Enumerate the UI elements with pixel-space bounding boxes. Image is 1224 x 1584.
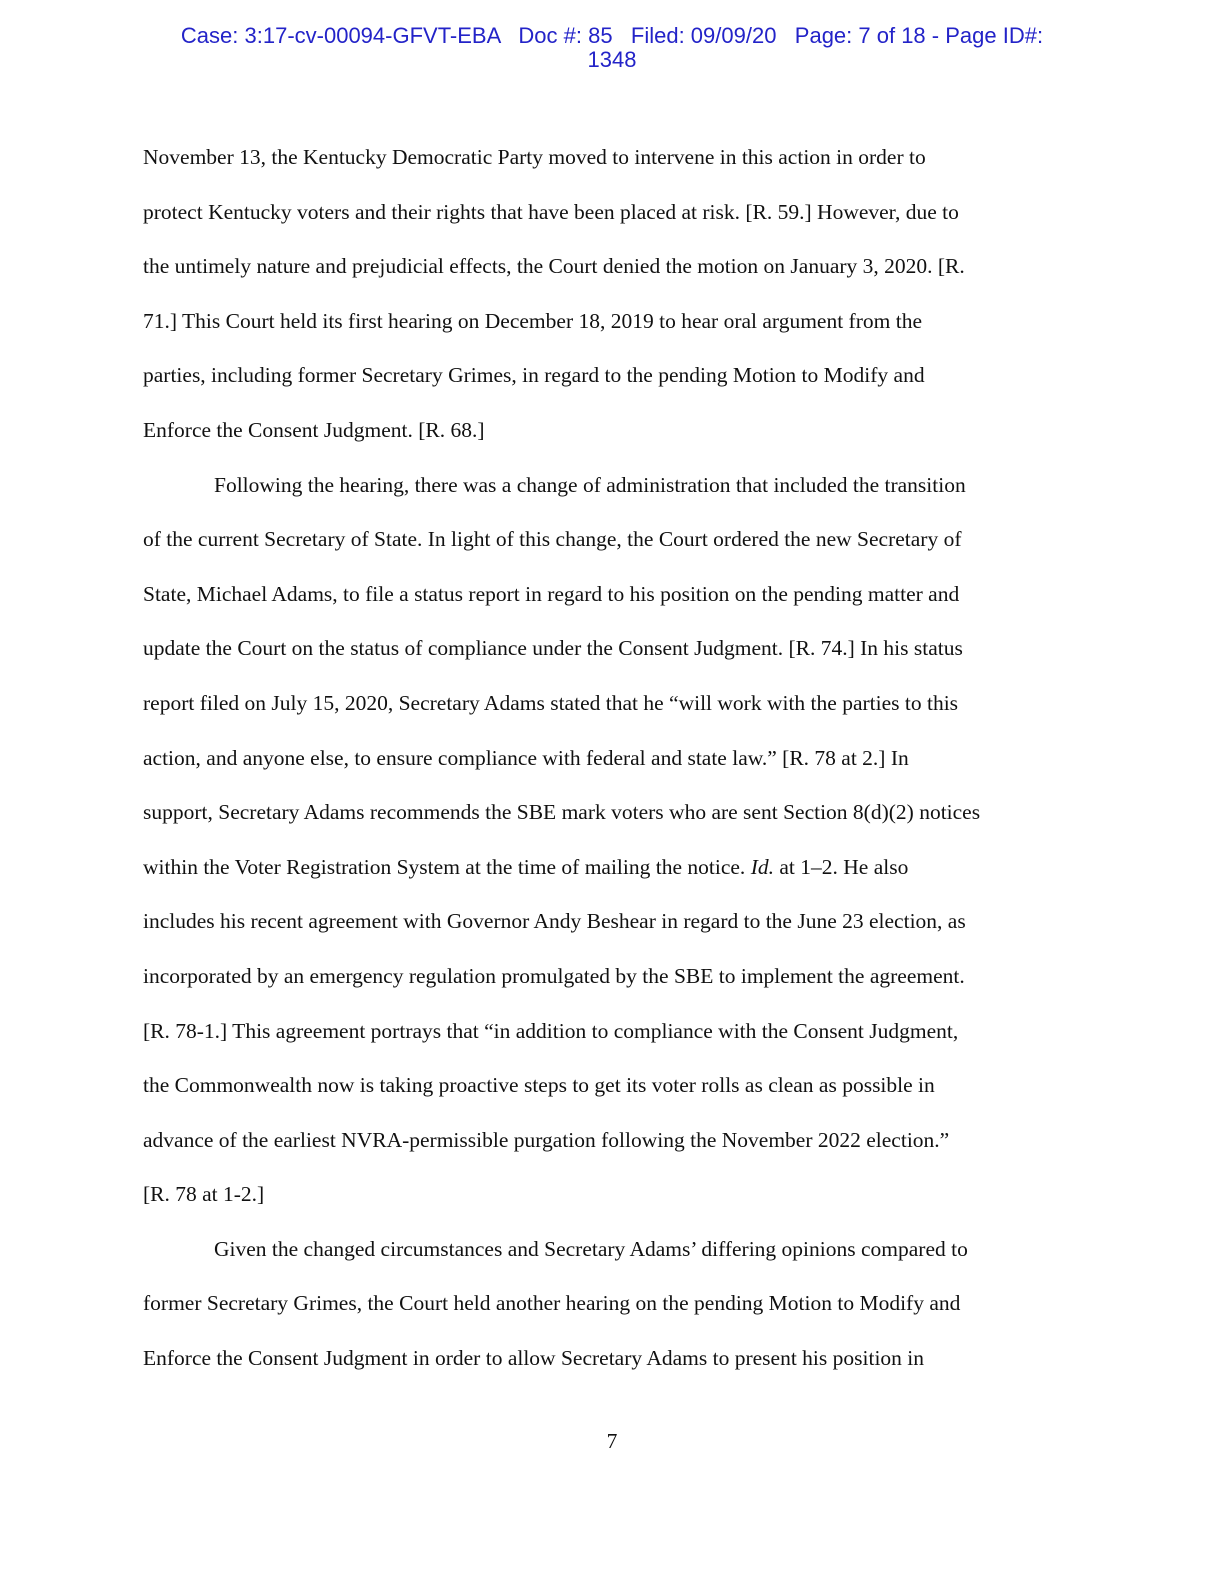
text-line: includes his recent agreement with Governor Andy Beshear in regard to the June 23 election, as — [143, 909, 966, 934]
text-line: action, and anyone else, to ensure compliance with federal and state law.” [R. 78 at 2.] In — [143, 745, 909, 770]
body-text — [143, 130, 1083, 1386]
text-line: 71.] This Court held its first hearing on December 18, 2019 to hear oral argument from the — [143, 308, 922, 333]
case-header-line-1: Case: 3:17-cv-00094-GFVT-EBA Doc #: 85 Filed: 09/09/20 Page: 7 of 18 - Page ID#: — [180, 23, 1044, 48]
text-line: [R. 78 at 1-2.] — [143, 1182, 265, 1207]
text-line: incorporated by an emergency regulation promulgated by the SBE to implement the agreement. — [143, 963, 965, 988]
id-citation: Id. — [750, 854, 774, 879]
text-segment: within the Voter Registration System at the time of mailing the notice. — [143, 854, 751, 879]
text-line: of the current Secretary of State. In light of this change, the Court ordered the new Secretary of — [143, 527, 962, 552]
text-line: Enforce the Consent Judgment in order to allow Secretary Adams to present his position in — [143, 1346, 925, 1371]
page-number: 7 — [606, 1429, 618, 1453]
text-line: State, Michael Adams, to file a status report in regard to his position on the pending matter and — [143, 581, 960, 606]
text-line-indented: Given the changed circumstances and Secretary Adams’ differing opinions compared to — [214, 1236, 968, 1261]
text-line-indented: Following the hearing, there was a change of administration that included the transition — [214, 472, 966, 497]
text-line: the Commonwealth now is taking proactive steps to get its voter rolls as clean as possible in — [143, 1073, 935, 1098]
text-line: [R. 78-1.] This agreement portrays that “in addition to compliance with the Consent Judgment, — [143, 1018, 959, 1043]
text-line: report filed on July 15, 2020, Secretary Adams stated that he “will work with the parties to this — [143, 690, 959, 715]
text-line: the untimely nature and prejudicial effects, the Court denied the motion on January 3, 2020. [R. — [143, 254, 965, 279]
case-header-stamp — [0, 24, 1224, 72]
text-line: advance of the earliest NVRA-permissible purgation following the November 2022 election.” — [143, 1127, 950, 1152]
text-line-with-citation — [143, 840, 1083, 895]
text-line: support, Secretary Adams recommends the SBE mark voters who are sent Section 8(d)(2) notices — [143, 800, 981, 825]
text-line: protect Kentucky voters and their rights that have been placed at risk. [R. 59.] However, due to — [143, 199, 959, 224]
text-line: parties, including former Secretary Grimes, in regard to the pending Motion to Modify and — [143, 363, 925, 388]
text-line: November 13, the Kentucky Democratic Party moved to intervene in this action in order to — [143, 145, 926, 169]
text-line: Enforce the Consent Judgment. [R. 68.] — [143, 417, 485, 442]
text-segment: at 1–2. He also — [773, 854, 909, 879]
case-header-line-2: 1348 — [587, 47, 637, 72]
text-line: update the Court on the status of compliance under the Consent Judgment. [R. 74.] In his status — [143, 636, 963, 661]
text-line: former Secretary Grimes, the Court held another hearing on the pending Motion to Modify and — [143, 1291, 961, 1316]
